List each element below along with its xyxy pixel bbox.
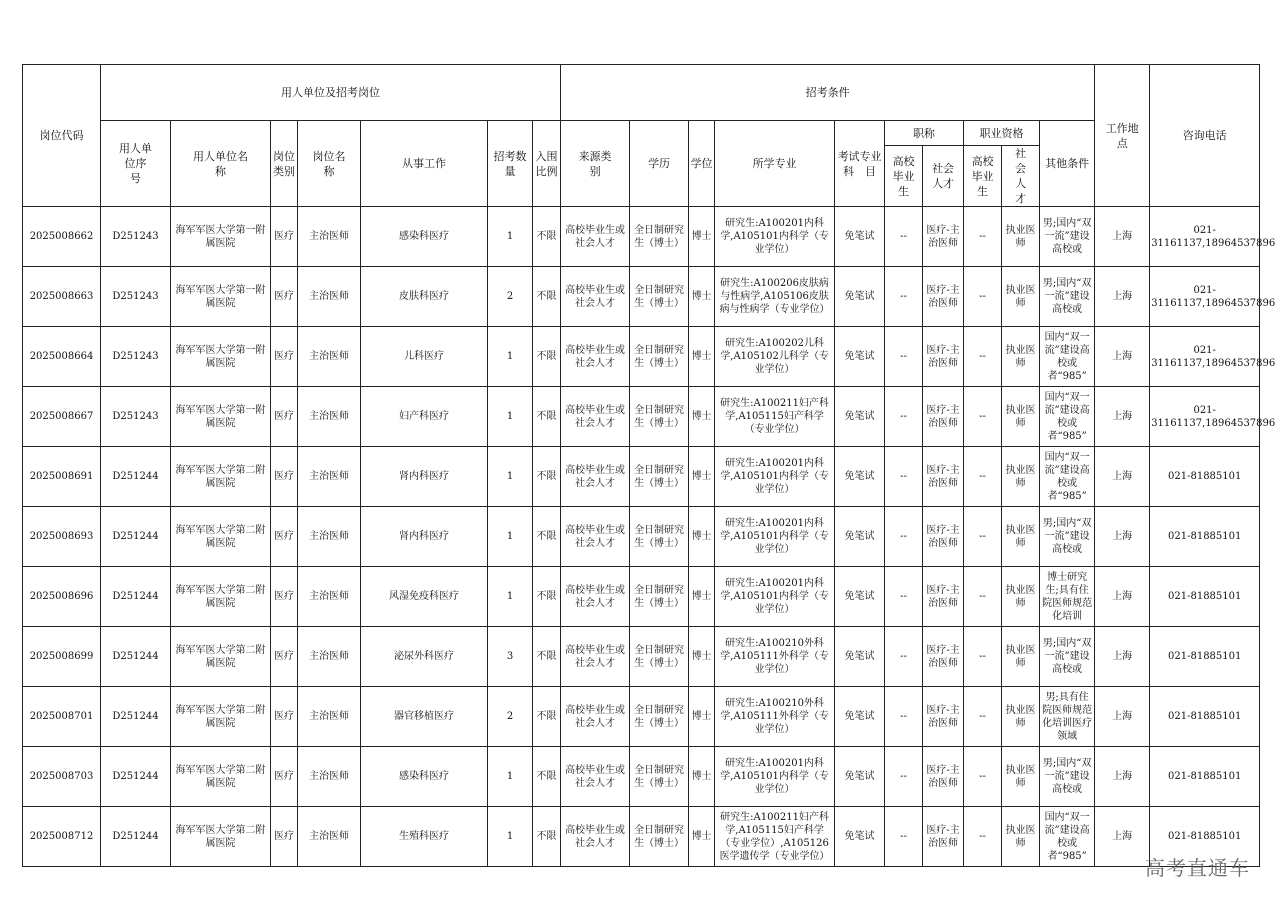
header-title: 职称 (885, 121, 964, 146)
cell-phone: 021-81885101 (1150, 447, 1260, 507)
cell-post-type: 医疗 (271, 807, 298, 867)
cell-other (1040, 387, 1095, 447)
cell-major (715, 747, 835, 807)
cell-qual-social: 执业医师 (1002, 687, 1040, 747)
header-qual: 职业资格 (964, 121, 1040, 146)
cell-other (1040, 507, 1095, 567)
cell-post-name: 主治医师 (298, 327, 361, 387)
cell-edu: 全日制研究生（博士） (630, 807, 689, 867)
cell-major (715, 267, 835, 327)
cell-exam: 免笔试 (835, 747, 885, 807)
header-exam: 考试专业科 目 (835, 121, 885, 207)
cell-work: 感染科医疗 (361, 747, 488, 807)
table-body (23, 207, 1276, 867)
cell-work: 肾内科医疗 (361, 507, 488, 567)
cell-post-type: 医疗 (271, 447, 298, 507)
cell-major-text: 研究生:A100201内科学,A105101内科学（专业学位） (720, 218, 829, 255)
cell-qual-grad: -- (964, 447, 1002, 507)
table-row (23, 627, 1260, 687)
cell-phone: 021-31161137,18964537896 (1150, 327, 1260, 387)
cell-title-social: 医疗-主治医师 (923, 627, 964, 687)
table-row (23, 687, 1260, 747)
cell-qual-social: 执业医师 (1002, 807, 1040, 867)
table-row (23, 507, 1260, 567)
table-row (23, 387, 1260, 447)
cell-post-type: 医疗 (271, 747, 298, 807)
cell-edu: 全日制研究生（博士） (630, 447, 689, 507)
header-other: 其他条件 (1040, 121, 1095, 207)
cell-exam: 免笔试 (835, 207, 885, 267)
cell-major (715, 627, 835, 687)
cell-work: 儿科医疗 (361, 327, 488, 387)
header-location: 工作地点 (1095, 65, 1150, 207)
cell-ratio: 不限 (533, 807, 561, 867)
cell-title-grad: -- (885, 327, 923, 387)
cell-degree: 博士 (689, 507, 715, 567)
cell-phone: 021-81885101 (1150, 567, 1260, 627)
cell-title-grad: -- (885, 387, 923, 447)
cell-source: 高校毕业生或社会人才 (561, 447, 630, 507)
cell-major (715, 567, 835, 627)
table-row (23, 327, 1260, 387)
cell-post-name: 主治医师 (298, 207, 361, 267)
header-post-name: 岗位名称 (298, 121, 361, 207)
cell-major (715, 387, 835, 447)
cell-title-social: 医疗-主治医师 (923, 387, 964, 447)
cell-qual-grad: -- (964, 267, 1002, 327)
cell-location: 上海 (1095, 267, 1150, 327)
cell-other-text: 国内“双一流”建设高校或者“985” (1044, 391, 1090, 442)
recruitment-table (22, 64, 1276, 867)
cell-count: 1 (488, 567, 533, 627)
cell-unit-seq: D251244 (101, 567, 171, 627)
cell-location: 上海 (1095, 627, 1150, 687)
cell-qual-grad: -- (964, 387, 1002, 447)
cell-other (1040, 687, 1095, 747)
cell-post-name: 主治医师 (298, 627, 361, 687)
cell-phone: 021-81885101 (1150, 747, 1260, 807)
cell-post-name: 主治医师 (298, 807, 361, 867)
cell-phone: 021-31161137,18964537896 (1150, 207, 1260, 267)
cell-unit-name: 海军军医大学第二附属医院 (171, 807, 271, 867)
cell-unit-seq: D251244 (101, 447, 171, 507)
cell-post-type: 医疗 (271, 687, 298, 747)
cell-unit-seq: D251244 (101, 807, 171, 867)
cell-ratio: 不限 (533, 267, 561, 327)
header-unit-seq: 用人单位序 号 (101, 121, 171, 207)
cell-title-social: 医疗-主治医师 (923, 807, 964, 867)
cell-major-text: 研究生:A100201内科学,A105101内科学（专业学位） (720, 518, 829, 555)
cell-degree: 博士 (689, 627, 715, 687)
header-source: 来源类别 (561, 121, 630, 207)
cell-degree: 博士 (689, 267, 715, 327)
cell-qual-social: 执业医师 (1002, 327, 1040, 387)
cell-source: 高校毕业生或社会人才 (561, 267, 630, 327)
cell-location: 上海 (1095, 387, 1150, 447)
cell-unit-seq: D251244 (101, 507, 171, 567)
cell-title-social: 医疗-主治医师 (923, 207, 964, 267)
cell-qual-grad: -- (964, 327, 1002, 387)
cell-title-social: 医疗-主治医师 (923, 327, 964, 387)
cell-edu: 全日制研究生（博士） (630, 507, 689, 567)
cell-title-social: 医疗-主治医师 (923, 687, 964, 747)
cell-code: 2025008701 (23, 687, 101, 747)
cell-title-grad: -- (885, 567, 923, 627)
header-ratio: 入围比例 (533, 121, 561, 207)
cell-edu: 全日制研究生（博士） (630, 267, 689, 327)
cell-title-grad: -- (885, 627, 923, 687)
cell-source: 高校毕业生或社会人才 (561, 627, 630, 687)
cell-exam: 免笔试 (835, 507, 885, 567)
cell-source: 高校毕业生或社会人才 (561, 387, 630, 447)
cell-work: 妇产科医疗 (361, 387, 488, 447)
cell-ratio: 不限 (533, 507, 561, 567)
cell-unit-seq: D251244 (101, 687, 171, 747)
cell-post-name: 主治医师 (298, 747, 361, 807)
cell-source: 高校毕业生或社会人才 (561, 747, 630, 807)
cell-count: 1 (488, 207, 533, 267)
cell-major-text: 研究生:A100201内科学,A105101内科学（专业学位） (720, 758, 829, 795)
cell-work: 器官移植医疗 (361, 687, 488, 747)
cell-count: 1 (488, 507, 533, 567)
cell-unit-name: 海军军医大学第二附属医院 (171, 447, 271, 507)
cell-unit-name: 海军军医大学第二附属医院 (171, 747, 271, 807)
cell-phone: 021-81885101 (1150, 627, 1260, 687)
header-major: 所学专业 (715, 121, 835, 207)
table-row (23, 207, 1260, 267)
cell-major-text: 研究生:A100211妇产科学,A105115妇产科学（专业学位）,A105126医学遗传学（专业学位） (719, 811, 830, 862)
cell-post-name: 主治医师 (298, 567, 361, 627)
cell-code: 2025008696 (23, 567, 101, 627)
cell-degree: 博士 (689, 447, 715, 507)
cell-unit-seq: D251244 (101, 747, 171, 807)
cell-title-grad: -- (885, 687, 923, 747)
cell-ratio: 不限 (533, 447, 561, 507)
cell-work: 肾内科医疗 (361, 447, 488, 507)
cell-title-grad: -- (885, 207, 923, 267)
header-group-conditions: 招考条件 (561, 65, 1095, 121)
cell-other-text: 男;国内“双一流”建设高校或 (1042, 218, 1092, 255)
cell-major (715, 447, 835, 507)
cell-qual-social: 执业医师 (1002, 627, 1040, 687)
cell-source: 高校毕业生或社会人才 (561, 327, 630, 387)
table-row (23, 747, 1260, 807)
cell-post-type: 医疗 (271, 207, 298, 267)
cell-unit-name: 海军军医大学第二附属医院 (171, 627, 271, 687)
cell-other-text: 男;国内“双一流”建设高校或 (1042, 758, 1092, 795)
cell-unit-name: 海军军医大学第一附属医院 (171, 267, 271, 327)
header-work: 从事工作 (361, 121, 488, 207)
cell-ratio: 不限 (533, 567, 561, 627)
header-group-unit: 用人单位及招考岗位 (101, 65, 561, 121)
cell-title-grad: -- (885, 267, 923, 327)
cell-post-type: 医疗 (271, 327, 298, 387)
cell-degree: 博士 (689, 567, 715, 627)
cell-code: 2025008699 (23, 627, 101, 687)
cell-other (1040, 447, 1095, 507)
header-qual-social: 社会人才 (1002, 146, 1040, 207)
cell-exam: 免笔试 (835, 327, 885, 387)
cell-code: 2025008667 (23, 387, 101, 447)
cell-major-text: 研究生:A100211妇产科学,A105115妇产科学（专业学位） (720, 398, 829, 435)
cell-title-social: 医疗-主治医师 (923, 267, 964, 327)
cell-degree: 博士 (689, 207, 715, 267)
cell-title-grad: -- (885, 447, 923, 507)
cell-count: 1 (488, 747, 533, 807)
cell-edu: 全日制研究生（博士） (630, 687, 689, 747)
cell-qual-social: 执业医师 (1002, 567, 1040, 627)
cell-edu: 全日制研究生（博士） (630, 747, 689, 807)
cell-other-text: 男;国内“双一流”建设高校或 (1042, 278, 1092, 315)
table-row (23, 447, 1260, 507)
cell-phone: 021-81885101 (1150, 687, 1260, 747)
cell-code: 2025008703 (23, 747, 101, 807)
cell-unit-name: 海军军医大学第一附属医院 (171, 387, 271, 447)
cell-qual-grad: -- (964, 747, 1002, 807)
cell-major (715, 207, 835, 267)
cell-post-name: 主治医师 (298, 267, 361, 327)
cell-degree: 博士 (689, 807, 715, 867)
cell-other (1040, 807, 1095, 867)
cell-post-type: 医疗 (271, 627, 298, 687)
cell-exam: 免笔试 (835, 687, 885, 747)
cell-ratio: 不限 (533, 687, 561, 747)
header-count: 招考数量 (488, 121, 533, 207)
cell-unit-seq: D251244 (101, 627, 171, 687)
cell-work: 泌尿外科医疗 (361, 627, 488, 687)
cell-qual-grad: -- (964, 507, 1002, 567)
header-degree: 学位 (689, 121, 715, 207)
cell-code: 2025008664 (23, 327, 101, 387)
cell-location: 上海 (1095, 567, 1150, 627)
table-row (23, 807, 1260, 867)
cell-exam: 免笔试 (835, 447, 885, 507)
header-edu: 学历 (630, 121, 689, 207)
cell-degree: 博士 (689, 687, 715, 747)
cell-major-text: 研究生:A100202儿科学,A105102儿科学（专业学位） (720, 338, 829, 375)
cell-exam: 免笔试 (835, 627, 885, 687)
cell-phone: 021-31161137,18964537896 (1150, 387, 1260, 447)
cell-post-type: 医疗 (271, 567, 298, 627)
cell-count: 1 (488, 447, 533, 507)
cell-code: 2025008693 (23, 507, 101, 567)
cell-major (715, 327, 835, 387)
cell-count: 1 (488, 387, 533, 447)
cell-other (1040, 627, 1095, 687)
cell-other (1040, 267, 1095, 327)
cell-source: 高校毕业生或社会人才 (561, 807, 630, 867)
cell-phone: 021-81885101 (1150, 807, 1260, 867)
cell-other-text: 博士研究生;具有住院医师规范化培训 (1042, 571, 1093, 622)
cell-work: 感染科医疗 (361, 207, 488, 267)
cell-exam: 免笔试 (835, 567, 885, 627)
cell-other (1040, 747, 1095, 807)
table-row (23, 267, 1260, 327)
cell-major-text: 研究生:A100201内科学,A105101内科学（专业学位） (720, 458, 829, 495)
header-unit-name: 用人单位名 称 (171, 121, 271, 207)
cell-unit-name: 海军军医大学第二附属医院 (171, 567, 271, 627)
cell-post-type: 医疗 (271, 387, 298, 447)
cell-ratio: 不限 (533, 207, 561, 267)
cell-qual-social: 执业医师 (1002, 267, 1040, 327)
cell-qual-grad: -- (964, 207, 1002, 267)
cell-major-text: 研究生:A100201内科学,A105101内科学（专业学位） (720, 578, 829, 615)
cell-source: 高校毕业生或社会人才 (561, 207, 630, 267)
cell-ratio: 不限 (533, 327, 561, 387)
cell-title-grad: -- (885, 507, 923, 567)
cell-edu: 全日制研究生（博士） (630, 207, 689, 267)
cell-unit-seq: D251243 (101, 267, 171, 327)
cell-other-text: 男;国内“双一流”建设高校或 (1042, 638, 1092, 675)
cell-unit-seq: D251243 (101, 207, 171, 267)
cell-qual-social: 执业医师 (1002, 507, 1040, 567)
cell-ratio: 不限 (533, 627, 561, 687)
cell-post-name: 主治医师 (298, 447, 361, 507)
cell-ratio: 不限 (533, 747, 561, 807)
cell-exam: 免笔试 (835, 807, 885, 867)
cell-code: 2025008663 (23, 267, 101, 327)
cell-code: 2025008662 (23, 207, 101, 267)
cell-other-text: 男;具有住院医师规范化培训医疗领域 (1042, 691, 1093, 742)
cell-unit-name: 海军军医大学第一附属医院 (171, 207, 271, 267)
cell-location: 上海 (1095, 327, 1150, 387)
cell-location: 上海 (1095, 807, 1150, 867)
header-phone: 咨询电话 (1150, 65, 1260, 207)
cell-code: 2025008691 (23, 447, 101, 507)
cell-other (1040, 207, 1095, 267)
cell-count: 2 (488, 267, 533, 327)
header-title-social: 社会人才 (923, 146, 964, 207)
cell-other (1040, 327, 1095, 387)
cell-unit-name: 海军军医大学第一附属医院 (171, 327, 271, 387)
cell-qual-grad: -- (964, 567, 1002, 627)
cell-post-name: 主治医师 (298, 507, 361, 567)
cell-work: 皮肤科医疗 (361, 267, 488, 327)
cell-degree: 博士 (689, 747, 715, 807)
cell-other (1040, 567, 1095, 627)
cell-title-grad: -- (885, 747, 923, 807)
cell-degree: 博士 (689, 327, 715, 387)
cell-major (715, 507, 835, 567)
cell-unit-seq: D251243 (101, 327, 171, 387)
watermark: 高考直通车 (1145, 856, 1250, 880)
cell-edu: 全日制研究生（博士） (630, 387, 689, 447)
cell-work: 生殖科医疗 (361, 807, 488, 867)
cell-qual-grad: -- (964, 807, 1002, 867)
cell-work: 风湿免疫科医疗 (361, 567, 488, 627)
cell-major (715, 807, 835, 867)
cell-count: 1 (488, 807, 533, 867)
cell-major-text: 研究生:A100206皮肤病与性病学,A105106皮肤病与性病学（专业学位） (719, 278, 830, 315)
cell-qual-social: 执业医师 (1002, 747, 1040, 807)
cell-location: 上海 (1095, 747, 1150, 807)
cell-title-social: 医疗-主治医师 (923, 447, 964, 507)
cell-title-grad: -- (885, 807, 923, 867)
cell-exam: 免笔试 (835, 387, 885, 447)
cell-major (715, 687, 835, 747)
cell-exam: 免笔试 (835, 267, 885, 327)
header-code: 岗位代码 (23, 65, 101, 207)
header-title-grad: 高校毕业生 (885, 146, 923, 207)
cell-ratio: 不限 (533, 387, 561, 447)
header-qual-grad: 高校毕业生 (964, 146, 1002, 207)
cell-major-text: 研究生:A100210外科学,A105111外科学（专业学位） (720, 698, 829, 735)
cell-title-social: 医疗-主治医师 (923, 747, 964, 807)
cell-major-text: 研究生:A100210外科学,A105111外科学（专业学位） (720, 638, 829, 675)
cell-other-text: 男;国内“双一流”建设高校或 (1042, 518, 1092, 555)
cell-location: 上海 (1095, 207, 1150, 267)
cell-count: 2 (488, 687, 533, 747)
cell-source: 高校毕业生或社会人才 (561, 567, 630, 627)
cell-location: 上海 (1095, 507, 1150, 567)
header-post-type: 岗位类别 (271, 121, 298, 207)
cell-location: 上海 (1095, 447, 1150, 507)
cell-post-name: 主治医师 (298, 387, 361, 447)
cell-title-social: 医疗-主治医师 (923, 507, 964, 567)
cell-phone: 021-81885101 (1150, 507, 1260, 567)
cell-qual-social: 执业医师 (1002, 207, 1040, 267)
cell-qual-social: 执业医师 (1002, 447, 1040, 507)
cell-other-text: 国内“双一流”建设高校或者“985” (1044, 331, 1090, 382)
cell-edu: 全日制研究生（博士） (630, 327, 689, 387)
cell-unit-seq: D251243 (101, 387, 171, 447)
cell-source: 高校毕业生或社会人才 (561, 507, 630, 567)
cell-qual-grad: -- (964, 627, 1002, 687)
cell-title-social: 医疗-主治医师 (923, 567, 964, 627)
cell-qual-social: 执业医师 (1002, 387, 1040, 447)
cell-degree: 博士 (689, 387, 715, 447)
cell-post-type: 医疗 (271, 267, 298, 327)
cell-post-type: 医疗 (271, 507, 298, 567)
cell-post-name: 主治医师 (298, 687, 361, 747)
cell-qual-grad: -- (964, 687, 1002, 747)
cell-location: 上海 (1095, 687, 1150, 747)
cell-other-text: 国内“双一流”建设高校或者“985” (1044, 451, 1090, 502)
cell-code: 2025008712 (23, 807, 101, 867)
cell-phone: 021-31161137,18964537896 (1150, 267, 1260, 327)
cell-edu: 全日制研究生（博士） (630, 567, 689, 627)
cell-other-text: 国内“双一流”建设高校或者“985” (1044, 811, 1090, 862)
cell-source: 高校毕业生或社会人才 (561, 687, 630, 747)
cell-edu: 全日制研究生（博士） (630, 627, 689, 687)
cell-count: 3 (488, 627, 533, 687)
cell-count: 1 (488, 327, 533, 387)
cell-unit-name: 海军军医大学第二附属医院 (171, 687, 271, 747)
cell-unit-name: 海军军医大学第二附属医院 (171, 507, 271, 567)
table-row (23, 567, 1260, 627)
